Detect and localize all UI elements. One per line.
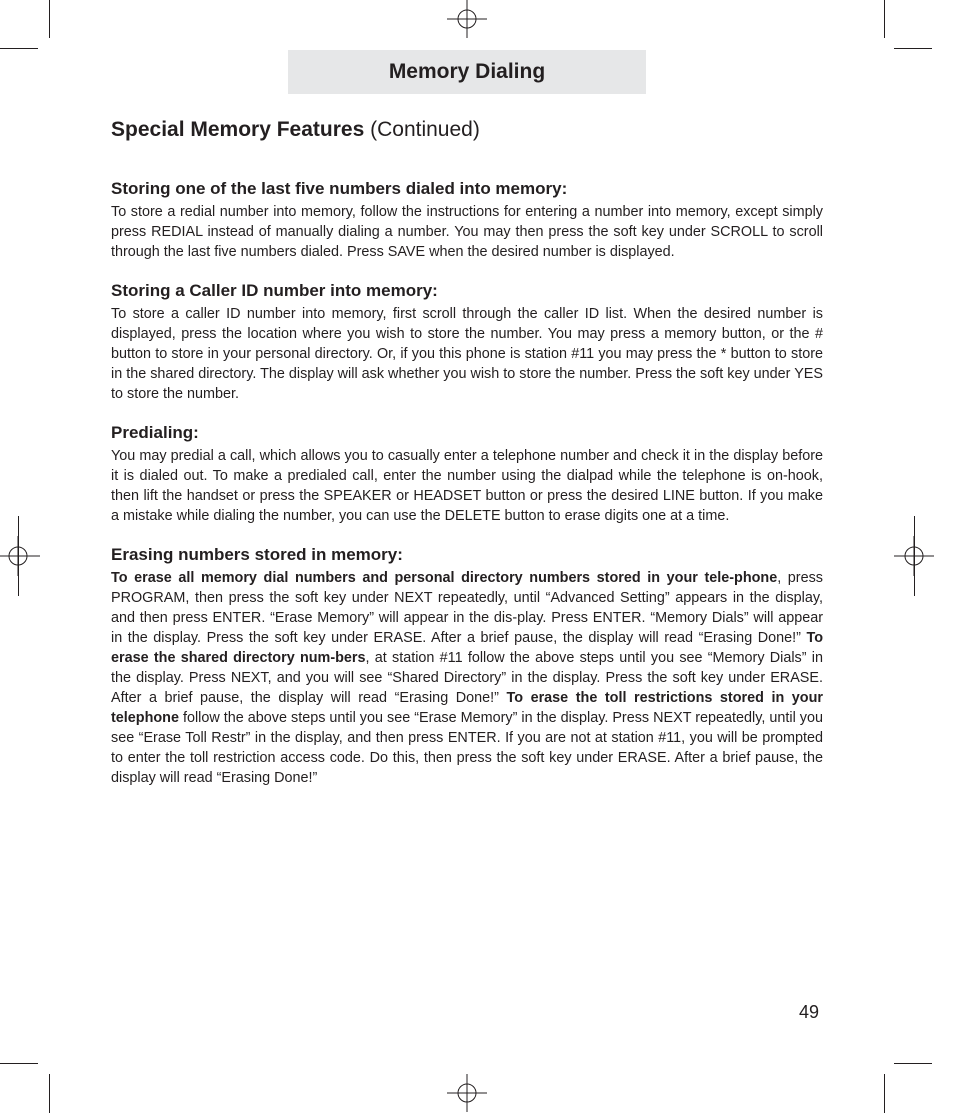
crop-mark: [894, 48, 932, 49]
section-body: To store a caller ID number into memory, first scroll through the caller ID list. When the desired number is displayed, press the location where you wish to store the number. You may press a memory button, or the # button to store in your personal directory. Or, if you this phone is station #11 you may press the * button to store in the shared directory. The display will ask whether you wish to store the number. Press the soft key under YES to store the number.: [111, 306, 823, 402]
bold-phrase: To erase the shared directory num-bers: [111, 630, 823, 666]
section-predialing: [111, 423, 823, 526]
section-header: [288, 50, 646, 94]
crop-mark: [0, 48, 38, 49]
section-erasing-memory: [111, 545, 823, 788]
body-text: follow the above steps until you see “Erase Memory” in the display. Press NEXT repeatedly, until you see “Erase Toll Restr” in the display, and then press ENTER. If you are not at station #11, you will be prompted to enter the toll restriction access code. Do this, then press the soft key under ERASE. After a brief pause, the display will read “Erasing Done!”: [111, 710, 823, 786]
section-body: To store a redial number into memory, follow the instructions for entering a number into memory, except simply press REDIAL instead of manually dialing a number. You may then press the soft key under SCROLL to scroll through the last five numbers dialed. Press SAVE when the desired number is displayed.: [111, 204, 823, 260]
body-text: , at station #11 follow the above steps until you see “Memory Dials” in the display. Press NEXT, and you will see “Shared Directory” in the display. Press the soft key under ERASE. After a brief pause, the display will read “Erasing Done!”: [111, 650, 823, 706]
section-heading: Erasing numbers stored in memory:: [111, 545, 403, 564]
page-title: [111, 118, 480, 142]
crop-mark: [49, 0, 50, 38]
registration-mark-icon: [447, 0, 487, 40]
crop-mark: [884, 0, 885, 38]
crop-mark: [0, 1063, 38, 1064]
content: [111, 179, 823, 807]
section-caller-id-memory: [111, 281, 823, 404]
crop-mark: [914, 516, 915, 596]
section-heading: Predialing:: [111, 423, 199, 442]
section-header-title: Memory Dialing: [388, 60, 546, 83]
page-number: 49: [799, 1002, 820, 1022]
section-heading: Storing one of the last five numbers dialed into memory:: [111, 179, 568, 198]
crop-mark: [894, 1063, 932, 1064]
crop-mark: [884, 1074, 885, 1113]
bold-phrase: To erase the toll restrictions stored in your telephone: [111, 690, 823, 726]
page-title-continued: (Continued): [364, 118, 480, 141]
crop-mark: [18, 516, 19, 596]
section-body: You may predial a call, which allows you to casually enter a telephone number and check it in the display before it is dialed out. To make a predialed call, enter the number using the dialpad while the telephone is on-hook, then lift the handset or press the SPEAKER or HEADSET button or press the desired LINE button. If you make a mistake while dialing the number, you can use the DELETE button to erase digits one at a time.: [111, 448, 823, 524]
bold-phrase: To erase all memory dial numbers and personal directory numbers stored in your tele-phone: [111, 570, 778, 586]
section-redial-memory: [111, 179, 823, 262]
crop-mark: [49, 1074, 50, 1113]
section-heading: Storing a Caller ID number into memory:: [111, 281, 438, 300]
section-body: [111, 568, 823, 788]
registration-mark-icon: [447, 1074, 487, 1114]
page-title-bold: Special Memory Features: [111, 118, 365, 141]
body-text: , press PROGRAM, then press the soft key under NEXT repeatedly, until “Advanced Setting” appears in the display, and then press ENTER. “Erase Memory” will appear in the dis-play. Press ENTER. “Memory Dials” will appear in the display. Press the soft key under ERASE. After a brief pause, the display will read “Erasing Done!”: [111, 570, 823, 646]
registration-mark-icon: [0, 536, 40, 576]
